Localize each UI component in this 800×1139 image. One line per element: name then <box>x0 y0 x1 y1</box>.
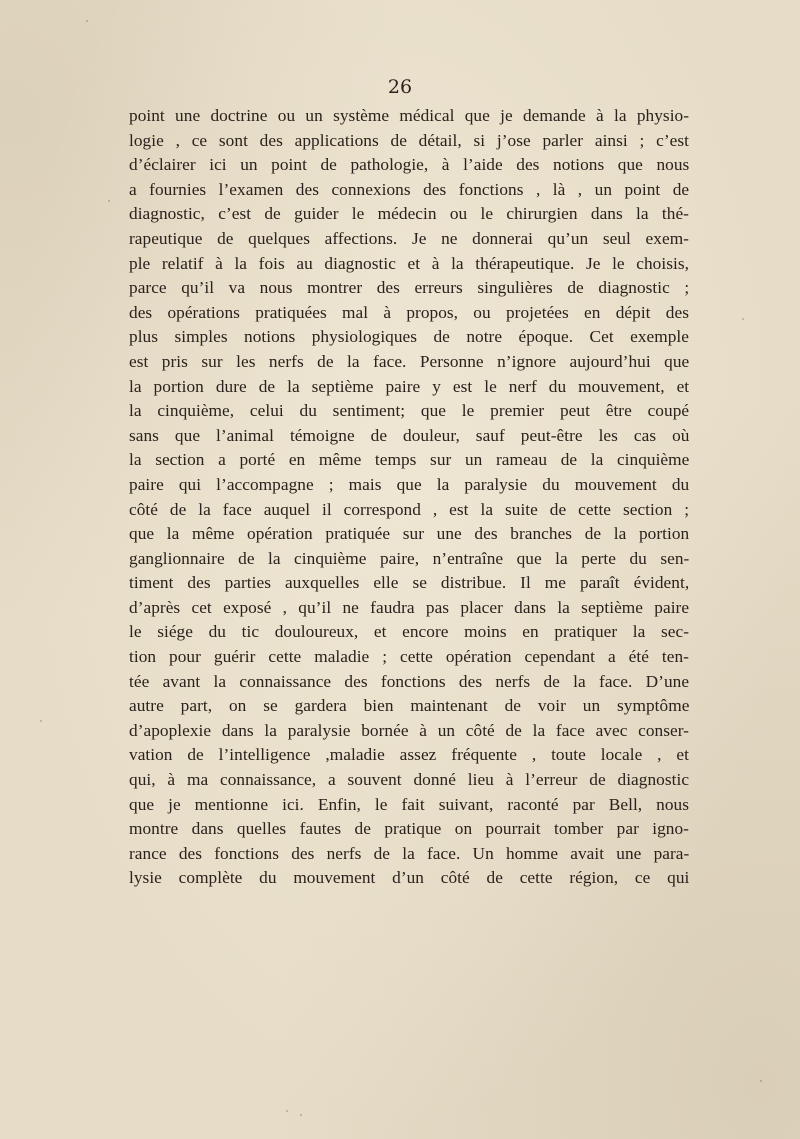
paper-speck <box>286 1110 288 1112</box>
text-line: d’apoplexie dans la paralysie bornée à un côté de la face avec conser- <box>129 720 689 740</box>
text-line: sans que l’animal témoigne de douleur, sauf peut-être les cas où <box>129 425 690 445</box>
text-line: logie , ce sont des applications de détail, si j’ose parler ainsi ; c’est <box>129 130 689 150</box>
text-line: rapeutique de quelques affections. Je ne donnerai qu’un seul exem- <box>129 228 689 248</box>
page-number: 26 <box>387 76 413 98</box>
paper-speck <box>742 318 744 320</box>
text-line: des opérations pratiquées mal à propos, ou projetées en dépit des <box>129 302 689 322</box>
text-line: a fournies l’examen des connexions des fonctions , là , un point de <box>129 179 690 199</box>
text-line: ple relatif à la fois au diagnostic et à la thérapeutique. Je le choisis, <box>129 253 689 273</box>
text-line: diagnostic, c’est de guider le médecin ou le chirurgien dans la thé- <box>129 204 689 224</box>
text-line: la cinquième, celui du sentiment; que le premier peut être coupé <box>129 401 690 421</box>
paper-speck <box>300 1114 302 1116</box>
text-line: tion pour guérir cette maladie ; cette opération cependant a été ten- <box>129 647 689 667</box>
body-text <box>129 104 689 891</box>
text-line: qui, à ma connaissance, a souvent donné lieu à l’erreur de diagnostic <box>129 770 690 790</box>
text-line: côté de la face auquel il correspond , est la suite de cette section ; <box>129 499 690 519</box>
text-line: rance des fonctions des nerfs de la face. Un homme avait une para- <box>129 843 690 863</box>
text-line: tée avant la connaissance des fonctions des nerfs de la face. D’une <box>129 671 690 691</box>
text-line: d’après cet exposé , qu’il ne faudra pas placer dans la septième paire <box>129 597 690 617</box>
text-line: point une doctrine ou un système médical que je demande à la physio- <box>129 106 690 125</box>
text-line: autre part, on se gardera bien maintenant de voir un symptôme <box>129 696 690 716</box>
text-line: plus simples notions physiologiques de notre époque. Cet exemple <box>129 327 689 347</box>
text-line: parce qu’il va nous montrer des erreurs singulières de diagnostic ; <box>129 278 690 298</box>
paper-speck <box>108 200 110 202</box>
paper-speck <box>40 720 42 722</box>
text-line: montre dans quelles fautes de pratique on pourrait tomber par igno- <box>129 819 689 839</box>
text-line: paire qui l’accompagne ; mais que la paralysie du mouvement du <box>129 474 690 494</box>
text-line: que la même opération pratiquée sur une des branches de la portion <box>129 524 690 544</box>
paper-speck <box>86 20 88 22</box>
text-line: vation de l’intelligence ,maladie assez fréquente , toute locale , et <box>129 745 689 765</box>
text-line: d’éclairer ici un point de pathologie, à l’aide des notions que nous <box>129 155 690 175</box>
text-line: est pris sur les nerfs de la face. Personne n’ignore aujourd’hui que <box>129 351 690 371</box>
text-line: lysie complète du mouvement d’un côté de cette région, ce qui <box>129 868 690 888</box>
paper-speck <box>760 1080 762 1082</box>
text-line: timent des parties auxquelles elle se distribue. Il me paraît évident, <box>129 573 690 593</box>
text-line: ganglionnaire de la cinquième paire, n’entraîne que la perte du sen- <box>129 548 690 568</box>
text-line: la section a porté en même temps sur un rameau de la cinquième <box>129 450 690 470</box>
text-line: que je mentionne ici. Enfin, le fait suivant, raconté par Bell, nous <box>129 794 690 814</box>
text-line: le siége du tic douloureux, et encore moins en pratiquer la sec- <box>129 622 690 642</box>
text-line: la portion dure de la septième paire y est le nerf du mouvement, et <box>129 376 690 396</box>
